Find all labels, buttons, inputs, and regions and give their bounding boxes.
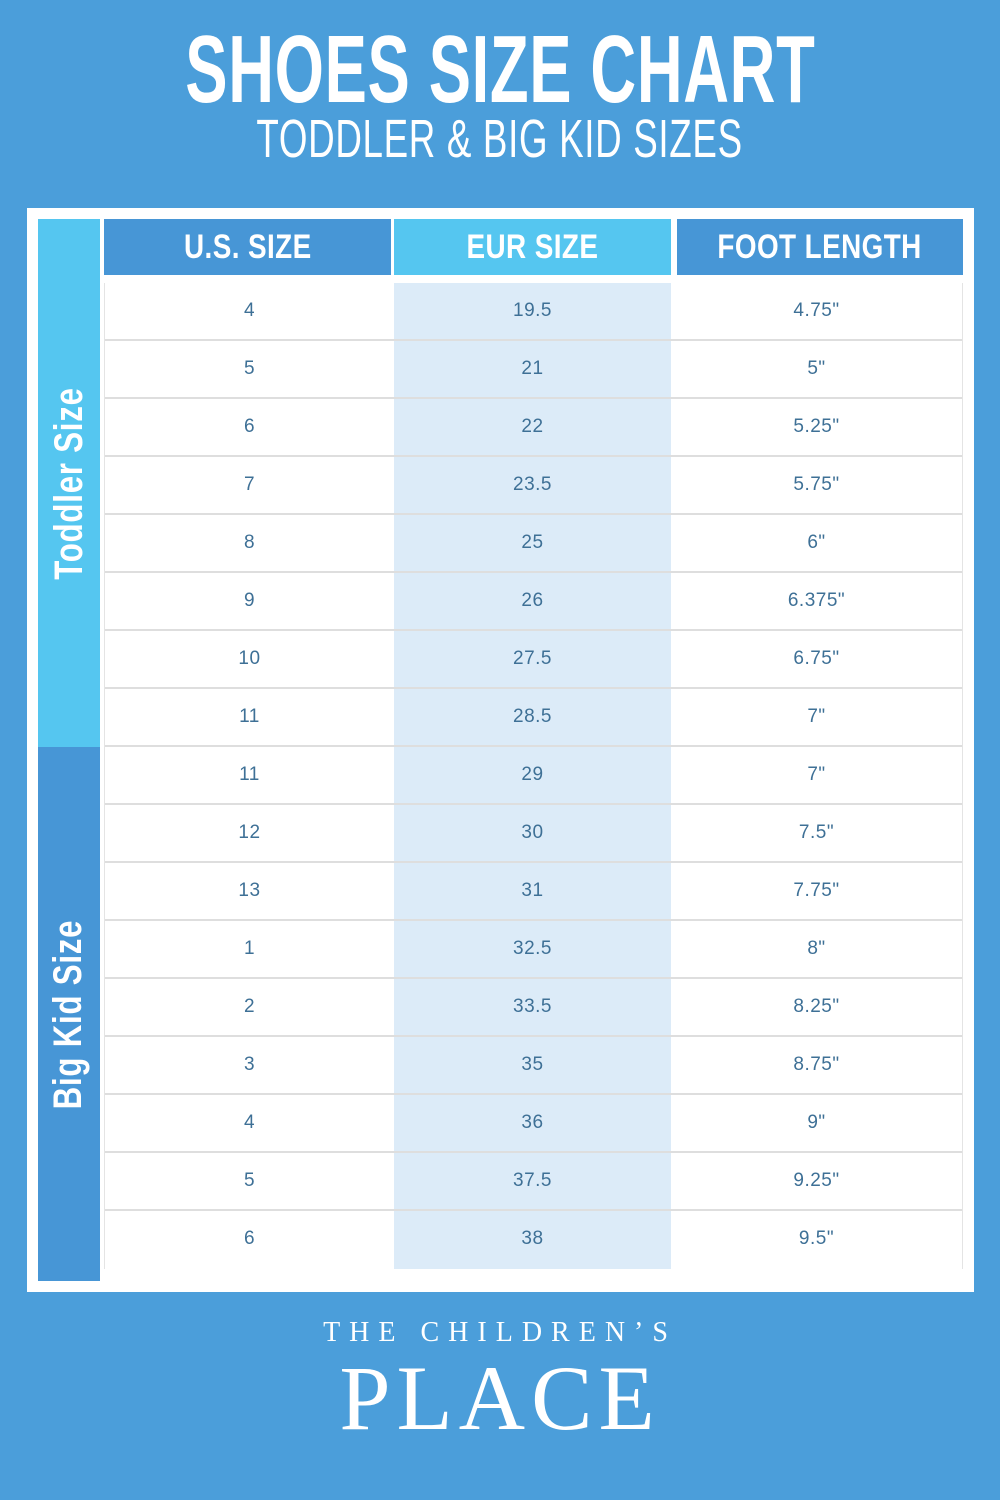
eur-size-cell: 32.5 bbox=[394, 921, 671, 977]
eur-size-cell: 36 bbox=[394, 1095, 671, 1151]
table-row bbox=[105, 341, 962, 399]
eur-size-cell: 28.5 bbox=[394, 689, 671, 745]
us-size-cell: 10 bbox=[238, 648, 261, 669]
table-row bbox=[105, 283, 962, 341]
table-header-row bbox=[104, 219, 963, 275]
table-row bbox=[105, 863, 962, 921]
size-chart-main bbox=[104, 219, 963, 1269]
page-subtitle-text: TODDLER & BIG KID SIZES bbox=[256, 109, 744, 169]
page-title-text: SHOES SIZE CHART bbox=[184, 16, 816, 123]
table-row bbox=[105, 515, 962, 573]
foot-length-cell: 7" bbox=[807, 706, 826, 727]
foot-length-cell: 5" bbox=[807, 358, 826, 379]
foot-length-cell: 9.5" bbox=[798, 1228, 835, 1249]
foot-length-cell: 8.75" bbox=[793, 1054, 840, 1075]
table-row bbox=[105, 921, 962, 979]
us-size-cell: 6 bbox=[243, 416, 256, 437]
foot-length-cell: 6.375" bbox=[787, 590, 846, 611]
foot-length-cell: 9.25" bbox=[793, 1170, 840, 1191]
us-size-cell: 11 bbox=[239, 764, 260, 785]
column-header-foot-length: FOOT LENGTH bbox=[677, 219, 963, 275]
us-size-cell: 9 bbox=[243, 590, 256, 611]
page-subtitle bbox=[0, 109, 1000, 169]
table-row bbox=[105, 689, 962, 747]
eur-size-cell: 25 bbox=[394, 515, 671, 571]
eur-size-cell: 22 bbox=[394, 399, 671, 455]
big-kid-size-section-strip bbox=[38, 747, 100, 1281]
us-size-cell: 3 bbox=[243, 1054, 256, 1075]
foot-length-cell: 9" bbox=[807, 1112, 826, 1133]
brand-logo-line1: THE CHILDREN’S bbox=[323, 1317, 677, 1348]
eur-size-cell: 33.5 bbox=[394, 979, 671, 1035]
foot-length-cell: 4.75" bbox=[793, 300, 840, 321]
table-rows bbox=[104, 283, 963, 1269]
us-size-cell: 1 bbox=[243, 938, 256, 959]
table-row bbox=[105, 1211, 962, 1269]
eur-size-cell: 38 bbox=[394, 1211, 671, 1269]
foot-length-cell: 6" bbox=[807, 532, 826, 553]
us-size-cell: 6 bbox=[243, 1228, 256, 1249]
brand-logo-line2: PLACE bbox=[339, 1346, 661, 1449]
table-row bbox=[105, 399, 962, 457]
foot-length-cell: 5.75" bbox=[793, 474, 840, 495]
eur-size-cell: 30 bbox=[394, 805, 671, 861]
foot-length-cell: 7" bbox=[807, 764, 826, 785]
eur-size-cell: 21 bbox=[394, 341, 671, 397]
table-row bbox=[105, 1095, 962, 1153]
us-size-cell: 8 bbox=[243, 532, 256, 553]
eur-size-cell: 35 bbox=[394, 1037, 671, 1093]
foot-length-cell: 8.25" bbox=[793, 996, 840, 1017]
table-row bbox=[105, 747, 962, 805]
eur-size-cell: 27.5 bbox=[394, 631, 671, 687]
table-row bbox=[105, 1153, 962, 1211]
table-row bbox=[105, 573, 962, 631]
eur-size-cell: 29 bbox=[394, 747, 671, 803]
foot-length-cell: 8" bbox=[807, 938, 826, 959]
us-size-cell: 2 bbox=[243, 996, 256, 1017]
us-size-cell: 11 bbox=[239, 706, 260, 727]
table-row bbox=[105, 805, 962, 863]
foot-length-cell: 5.25" bbox=[793, 416, 840, 437]
eur-size-cell: 19.5 bbox=[394, 283, 671, 339]
big-kid-size-label: Big Kid Size bbox=[46, 919, 91, 1109]
us-size-cell: 4 bbox=[243, 300, 256, 321]
section-label-column bbox=[38, 219, 100, 1281]
foot-length-cell: 6.75" bbox=[793, 648, 840, 669]
page-title bbox=[0, 16, 1000, 123]
us-size-cell: 5 bbox=[243, 1170, 256, 1191]
eur-size-cell: 23.5 bbox=[394, 457, 671, 513]
table-row bbox=[105, 1037, 962, 1095]
toddler-size-section-strip bbox=[38, 219, 100, 747]
eur-size-cell: 26 bbox=[394, 573, 671, 629]
eur-size-cell: 37.5 bbox=[394, 1153, 671, 1209]
us-size-cell: 5 bbox=[243, 358, 256, 379]
toddler-size-label: Toddler Size bbox=[46, 386, 91, 580]
foot-length-cell: 7.75" bbox=[793, 880, 840, 901]
table-row bbox=[105, 457, 962, 515]
eur-size-cell: 31 bbox=[394, 863, 671, 919]
column-header-eur-size: EUR SIZE bbox=[394, 219, 671, 275]
foot-length-cell: 7.5" bbox=[798, 822, 835, 843]
us-size-cell: 13 bbox=[238, 880, 261, 901]
us-size-cell: 12 bbox=[238, 822, 261, 843]
us-size-cell: 4 bbox=[243, 1112, 256, 1133]
table-row bbox=[105, 979, 962, 1037]
us-size-cell: 7 bbox=[243, 474, 256, 495]
table-row bbox=[105, 631, 962, 689]
size-chart-table bbox=[27, 208, 974, 1292]
brand-logo bbox=[0, 1316, 1000, 1449]
column-header-us-size: U.S. SIZE bbox=[104, 219, 391, 275]
